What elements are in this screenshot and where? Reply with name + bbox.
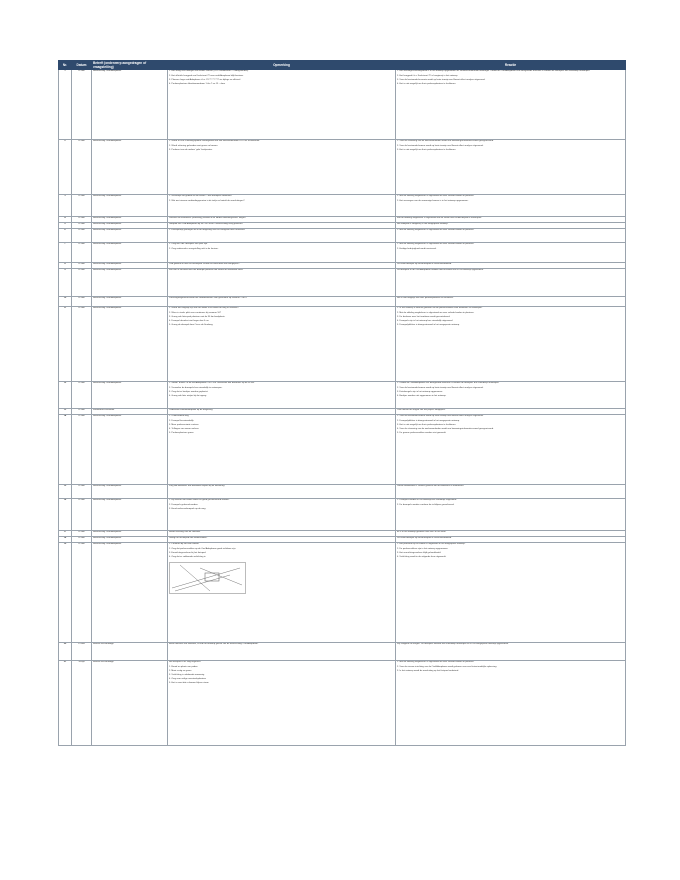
- row-subject: Herinrichting Oud Adorpbaan: [92, 262, 168, 268]
- table-body: [59, 70, 626, 746]
- row-remark: [168, 642, 396, 660]
- remark-line: 4. Trillingen van zwaar verkeer: [169, 427, 199, 430]
- row-response: [396, 228, 626, 242]
- row-date: 11-mei: [72, 306, 92, 381]
- table-row: [59, 381, 626, 408]
- response-line: De asfalt drempel op het Achterpad is straat beoordeeld.: [397, 263, 452, 266]
- row-response: [396, 70, 626, 140]
- row-number: 16: [59, 498, 72, 530]
- row-response: [396, 268, 626, 296]
- row-response: [396, 242, 626, 262]
- row-number: 2: [59, 140, 72, 195]
- response-line: 3. In het ontwerp wordt de aansluiting op het fietspad verbeterd.: [397, 669, 459, 672]
- response-line: Wij snappen uw zorgen. De drempels worden bus-vriendelijk ontworpen en in het aangepaste ontwerp opgenomen.: [397, 643, 509, 646]
- row-date: 11-mei: [72, 242, 92, 262]
- response-line: 1. Het parkeren bij het station is uitgewerkt in het aangepaste ontwerp.: [397, 543, 466, 546]
- table-row: [59, 414, 626, 484]
- response-line: 4. Voor de uitvoering van de werkzaamheden wordt een bewoningsinformatie-avond georganiseerd.: [397, 427, 494, 430]
- remark-line: 4. Drempel absoluut niet hoger dan 6 cm.: [169, 319, 210, 322]
- row-remark: [168, 70, 396, 140]
- response-line: 2. Met de afdeling wegbeheer is afgestemd om zeer soliede borden te plaatsen.: [397, 311, 475, 314]
- row-response: [396, 306, 626, 381]
- row-number: 11: [59, 306, 72, 381]
- response-line: 1. Met de afdeling wegbeheer is afgestemd om zeer soliede borden te plaatsen.: [397, 243, 475, 246]
- remark-line: 3. Meer parkeerruimte creëren: [169, 423, 199, 426]
- row-date: 11-mei: [72, 222, 92, 228]
- response-line: 2. Voor de bestaande bomen wordt op korte termijn een Beemt effect analyse uitgevoerd.: [397, 144, 484, 147]
- remark-line: 1. Gevaarlijk het gebied en de kernen – drie drempels ontbreken.: [169, 195, 232, 198]
- row-subject: Herinrichting Oud Adorpbaan: [92, 306, 168, 381]
- response-line: 5. De groene parkeervakken worden niet gemaakt.: [397, 432, 447, 435]
- row-subject: Herinrichting Oud Adorpbaan: [92, 268, 168, 296]
- table-row: [59, 195, 626, 217]
- remark-line: 1. Wordt het mogelijk zijn om een kabel of lat onder de weg te voorzien?: [169, 307, 239, 310]
- remark-line: Beste mensen van Haarlem, ik heb het ontwerp gezien van de herinrichting Oud Adorpbaan.: [169, 643, 259, 646]
- row-date: 18-apr: [72, 660, 92, 745]
- row-response: [396, 414, 626, 484]
- row-remark: [168, 242, 396, 262]
- row-number: 10: [59, 296, 72, 306]
- remark-line: 3. Eenrichtingsverkeer bij het fietspad.: [169, 551, 207, 554]
- response-line: Het uitbrpad is hoogtevrij in het aangepaste ontwerp.: [397, 223, 449, 226]
- row-date: 11-mei: [72, 268, 92, 296]
- row-date: 11-mei: [72, 536, 92, 542]
- row-remark: [168, 484, 396, 498]
- response-line: 3. Het is niet mogelijk om thuis parkeerplaatsen te faciliteren.: [397, 148, 456, 151]
- row-number: 18: [59, 536, 72, 542]
- row-number: 5: [59, 222, 72, 228]
- row-number: 21: [59, 660, 72, 745]
- row-remark: [168, 660, 396, 745]
- row-number: 15: [59, 484, 72, 498]
- table-row: [59, 542, 626, 642]
- row-date: 11-mei: [72, 140, 92, 195]
- remark-line: 2. Wordt rekening gehouden met groen en bomen.: [169, 144, 218, 147]
- row-number: 17: [59, 530, 72, 536]
- remark-line: Graag het achterpad ook onderhouden.: [169, 537, 208, 540]
- row-date: 11-mei: [72, 498, 92, 530]
- remark-line: 1. Ben hoog over trillingen van zwaar verkeer (t.h.v. Hoofdstraat / Oudtagelanden): [169, 70, 249, 73]
- row-subject: Herinrichting Oud Adorpbaan: [92, 242, 168, 262]
- remark-line: 2. Het officiële hoogpad van Kerkstraat 72 naar oud Adorpbaan blijft bestaan.: [169, 74, 244, 77]
- remark-line: 3. Graag ook fietsspad plaatsen met de 30 km bordplaats.: [169, 315, 226, 318]
- row-remark: [168, 268, 396, 296]
- row-date: 12-mei: [72, 642, 92, 660]
- row-remark: [168, 195, 396, 217]
- remark-line: 1. Fietsoproep geeringen tot in de omgeving van het vraagstuk met Kerkstraat.: [169, 229, 246, 232]
- table-row: [59, 268, 626, 296]
- remark-line: 2. Verzoeker de drempels bus-vriendelijk te ontwerpen.: [169, 386, 223, 389]
- response-line: De asfalt drempel op het Achterpad is straat beoordeeld.: [397, 537, 452, 540]
- row-subject: Herinrichting Oud Adorpbaan: [92, 228, 168, 242]
- remark-line: 2. Zorg dat parkeervakken op de Oud Adorpbaan goed zichtbaar zijn.: [169, 547, 237, 550]
- document-page: [58, 60, 625, 746]
- row-number: 8: [59, 262, 72, 268]
- row-response: [396, 484, 626, 498]
- row-subject: Herinrichting Oud Adorpbaan: [92, 195, 168, 217]
- remark-line: 3. Houd verkeersdrempels op de weg.: [169, 507, 206, 510]
- row-date: 11-mei: [72, 296, 92, 306]
- row-remark: [168, 542, 396, 642]
- row-subject: Herinrichting Oud Adorpbaan: [92, 536, 168, 542]
- table-row: [59, 660, 626, 745]
- row-number: 1: [59, 70, 72, 140]
- remark-line: Het fietspad is als volgt ingericht:: [169, 661, 201, 664]
- response-line: 4. Bankjes worden niet opgenomen in het ontwerp.: [397, 394, 447, 397]
- row-remark: [168, 296, 396, 306]
- remark-line: 3. Plannen hoge oud Adorpbaan t.h.v. 23 ?? ?? ??? zie bijlage zo officieel.: [169, 78, 241, 81]
- remark-line: 5. Parkeerplaatsen groen: [169, 432, 194, 435]
- response-line: 3. Het eenrichtingsverkeer blijft gehandhaafd.: [397, 551, 442, 554]
- row-subject: Reactie via Bouwapp: [92, 642, 168, 660]
- row-response: [396, 140, 626, 195]
- response-line: De drempels in de Oud Adorpbaan hebben met busroute fiets in het ontwerp opgenomen.: [397, 269, 484, 272]
- row-remark: [168, 498, 396, 530]
- remark-line: 2. Zorg onderzoeks vraagstelling ook in de kruisen.: [169, 247, 219, 250]
- row-date: 11-mei: [72, 217, 92, 223]
- table-row: [59, 306, 626, 381]
- row-number: 3: [59, 195, 72, 217]
- remark-line: 1. Zorg dat ‘ude’ drempels van plan zijn.: [169, 243, 208, 246]
- response-line: 3. Voor de bestaande busroute wordt op korte termijn een Beemt effect analyse uitgevoerd.: [397, 78, 486, 81]
- header-reactie: Reactie: [396, 61, 626, 70]
- row-response: [396, 381, 626, 408]
- map-sketch-image: [169, 562, 246, 594]
- header-no: Nr.: [59, 61, 72, 70]
- row-number: 20: [59, 642, 72, 660]
- remark-line: Wie kan ik het bord voor het drempel plaatsen dat vooral de informatie heeft.: [169, 269, 244, 272]
- header-datum: Datum: [72, 61, 92, 70]
- remark-line: 1. Bij verkeer van buiten moet het goed gecontroleerd worden.: [169, 499, 230, 502]
- response-line: 3. Fietsbeugels zijn in het ontwerp opgenomen.: [397, 390, 443, 393]
- response-line: 2. Drempelplekken is doorgestroomd in het aangepaste ontwerp.: [397, 419, 460, 422]
- remark-line: 3. Preferent van de andere ‘gele’ knelpunten.: [169, 148, 213, 151]
- remark-line: 2. Waar is straks plek voor containers bij nummer 16?: [169, 311, 222, 314]
- remark-line: 2. Drempel busvriendelijk: [169, 419, 194, 422]
- row-subject: Herinrichting Oud Adorpbaan: [92, 222, 168, 228]
- remark-line: 2. Wat met nieuwe aanbiedingspunten in de trefje en betreft de aansluitingen?: [169, 199, 245, 202]
- row-remark: [168, 140, 396, 195]
- row-subject: Herinrichting Oud Adorpbaan: [92, 381, 168, 408]
- row-date: 11-mei: [72, 484, 92, 498]
- response-line: 3. Het is niet mogelijk om thuis parkeerplaatsen te faciliteren.: [397, 423, 456, 426]
- remark-line: 4. Parkeerplaatsen Haarlemmerbaan 1 t/m 7 en 15 – door: [169, 83, 226, 85]
- response-line: 2. Voor de nieuwe inrichting van de Oud Adorpbaan wordt gekozen voor een fietsvriendelijke oplossing.: [397, 665, 497, 668]
- row-number: 7: [59, 242, 72, 262]
- table-row: [59, 140, 626, 195]
- remark-line: 3. Zorg dat er bankjes worden geplaatst.: [169, 390, 209, 393]
- remark-line: 2. Mooi rustig en groen: [169, 669, 192, 672]
- remark-line: Houdt rekening met de snelheid.: [169, 531, 201, 534]
- table-row: [59, 484, 626, 498]
- remark-line: 1. Stoom ‘burkes’ in de oud Adorpbaan 700 t.v.m. aansluiten alle bewoners op de 3e km.: [169, 382, 255, 385]
- row-subject: Herinrichting Oud Adorpbaan: [92, 542, 168, 642]
- response-line: 1. Voor de bestaande bomen wordt op korte termijn een Beemt effect analyse uitgevoerd.: [397, 415, 484, 418]
- row-subject: Herinrichting Oud Adorpbaan: [92, 70, 168, 140]
- table-row: [59, 242, 626, 262]
- response-line: 1. In het ontwerp is bewust gekozen om de parkeervakken voor bewoners te ontwerpen.: [397, 307, 483, 310]
- row-remark: [168, 228, 396, 242]
- row-remark: [168, 306, 396, 381]
- row-number: 13: [59, 408, 72, 414]
- table-row: [59, 228, 626, 242]
- response-line: 5. Drempelplekken is doorgestroomd in het aangepaste ontwerp.: [397, 324, 460, 327]
- row-response: [396, 660, 626, 745]
- row-subject: Herinrichting Oud Adorpbaan: [92, 140, 168, 195]
- response-line: 2. De drempels worden conform de richtlijnen gerealiseerd.: [397, 503, 455, 506]
- remark-line: 1. Breed en plaats van paden: [169, 665, 198, 668]
- row-subject: Herinrichting Oud Adorpbaan: [92, 484, 168, 498]
- row-subject: Woonbond Duurzaam: [92, 408, 168, 414]
- row-number: 6: [59, 228, 72, 242]
- response-line: 1. Met de afdeling wegbeheer is afgestemd om zeer soliede borden te plaatsen.: [397, 661, 475, 664]
- row-remark: [168, 381, 396, 408]
- response-line: Ook hiervan de vragen van het project aangepast.: [397, 409, 446, 412]
- response-line: 1. Met de afdeling wegbeheer is afgestemd om zeer soliede borden te plaatsen.: [397, 229, 475, 232]
- remark-line: Verzoek om kilometers (aanwezig) verbod in de ‘Ander bewoningszone’ wegen.: [169, 217, 246, 220]
- row-response: [396, 296, 626, 306]
- row-number: 4: [59, 217, 72, 223]
- remark-line: 1. Oude bomen weg: [169, 415, 189, 418]
- row-response: [396, 498, 626, 530]
- row-subject: Reactie via Bouwapp: [92, 660, 168, 745]
- row-subject: Herinrichting Oud Adorpbaan: [92, 296, 168, 306]
- response-line: 4. Het is niet mogelijk om thuis parkeerplaatsen te faciliteren.: [397, 83, 456, 85]
- header-opmerking: Opmerking: [168, 61, 396, 70]
- remark-line: Parkeergelegenheid wordt het stadsbewoners aan gehouden op nummer 1 tot 9.: [169, 297, 248, 300]
- remark-line: 1. Wordt er een schoolingspaden voorafgaand aan alle werkzaamheden t.h.v. de Schoolroute.: [169, 140, 260, 143]
- response-line: 2. Huidige bedrijvigheid wordt vereisend.: [397, 247, 437, 250]
- response-line: 1. Het verhoogd fluviatiegebied is in het ontwerp opgenomen als verkeersremmende maatregel. Omdat de Oud Adorpbaan een doorgaande busroute is worden de drempels bus-vriendelijk ontworpen.: [397, 70, 591, 73]
- row-subject: Herinrichting Oud Adorpbaan: [92, 498, 168, 530]
- row-date: 11-mei: [72, 542, 92, 642]
- remark-line: Zorg dat bewoners ook betrokken blijven bij de uitvoering.: [169, 485, 225, 488]
- response-line: 3. De busbaan over het trambaan wordt gecontroleerd.: [397, 315, 451, 318]
- row-remark: [168, 414, 396, 484]
- remark-line: 5. Graag de drempel door Oscar de Snelweg.: [169, 324, 214, 327]
- response-line: 2. De parkeervakken zijn in het ontwerp opgenomen.: [397, 547, 449, 550]
- response-line: 1. Voor de uitvoering van de werkzaamheden wordt een bewoningsinformatie-avond georganiseerd.: [397, 140, 494, 143]
- response-line: Met de afdeling wegbeheer is afgestemd om de strook aan het Achterpad te ontwerpen.: [397, 217, 482, 220]
- remark-line: Uitbrpad van Oud Adorpbaan bij HP-14 Parcel / Herinrichting terug plaatsen.: [169, 223, 243, 226]
- remark-line: Oud gebouw in aan het achterpad. Wordt het asfalt daar ook aangepast?: [169, 263, 240, 266]
- row-number: 19: [59, 542, 72, 642]
- row-date: 11-mei: [72, 414, 92, 484]
- response-line: Het is niet mogelijk om thuis parkeerplaatsen te faciliteren.: [397, 297, 454, 300]
- row-date: 11-mei: [72, 262, 92, 268]
- response-line: 2. Het vervangen van de aanwezige bomen is in het ontwerp opgenomen.: [397, 199, 469, 202]
- remark-line: 5. Het is mooi dat er bomen blijven staan: [169, 682, 209, 685]
- row-response: [396, 642, 626, 660]
- response-line: Vanuit afvalbeheer is contact gezocht om de bewoners te informeren.: [397, 485, 465, 488]
- response-line: 1. Drempels worden in het ontwerp bus vriendelijk uitgevoerd.: [397, 499, 457, 502]
- response-line: 2. Voor de bestaande bomen wordt op korte termijn een Beemt effect analyse uitgevoerd.: [397, 386, 484, 389]
- response-line: Er is in het ontwerp gekozen voor een 30 km zone.: [397, 531, 447, 534]
- table-row: [59, 642, 626, 660]
- remark-line: 4. Zorg dat er voldoende verlichting is.: [169, 555, 207, 558]
- remark-line: 2. Drempels geleverd worden.: [169, 503, 199, 506]
- table-row: [59, 498, 626, 530]
- remark-line: 4. Graag ook fiets nietjes bij de ingang.: [169, 394, 207, 397]
- response-line: 4. Drempels zijn in het ontwerp bus vriendelijk uitgevoerd.: [397, 319, 453, 322]
- table-row: [59, 70, 626, 140]
- row-number: 12: [59, 381, 72, 408]
- row-date: 11-mei: [72, 228, 92, 242]
- row-date: 11-mei: [72, 381, 92, 408]
- remark-line: 1. Parkeren bij het trein station.: [169, 543, 200, 546]
- row-number: 9: [59, 268, 72, 296]
- response-table: [58, 60, 626, 746]
- row-number: 14: [59, 414, 72, 484]
- row-response: [396, 542, 626, 642]
- row-subject: Herinrichting Oud Adorpbaan: [92, 414, 168, 484]
- remark-line: Onderzoek klimaatadaptatie op de omgeving.: [169, 409, 214, 412]
- row-date: 11-mei: [72, 530, 92, 536]
- response-line: 2. Het hoogpad t.h.v. Kerkstraat 72 is hoogtevrij in het ontwerp.: [397, 74, 459, 77]
- response-line: 4. Verlichting wordt in de volgende fase uitgewerkt.: [397, 555, 447, 558]
- remark-line: 4. Zorg voor veilige oversteekplaatsen: [169, 678, 206, 681]
- row-subject: Herinrichting Oud Adorpbaan: [92, 217, 168, 223]
- remark-line: 3. Verlichting is voldoende aanwezig: [169, 673, 205, 676]
- table-row: [59, 296, 626, 306]
- table-header-row: [59, 61, 626, 70]
- row-subject: Herinrichting Oud Adorpbaan: [92, 530, 168, 536]
- header-betreft: Betreft (onderwerp aangedragen of vraagstelling): [92, 61, 168, 70]
- response-line: 1. Omdat de Oud Adorpbaan een doorgaande busroute is worden de drempels bus-vriendelijk ontworpen.: [397, 382, 500, 385]
- row-date: 11-mei: [72, 408, 92, 414]
- response-line: 1. Met de afdeling wegbeheer is afgestemd om zeer soliede borden te plaatsen.: [397, 195, 475, 198]
- row-date: 11-mei: [72, 195, 92, 217]
- row-date: 11-mei: [72, 70, 92, 140]
- row-response: [396, 195, 626, 217]
